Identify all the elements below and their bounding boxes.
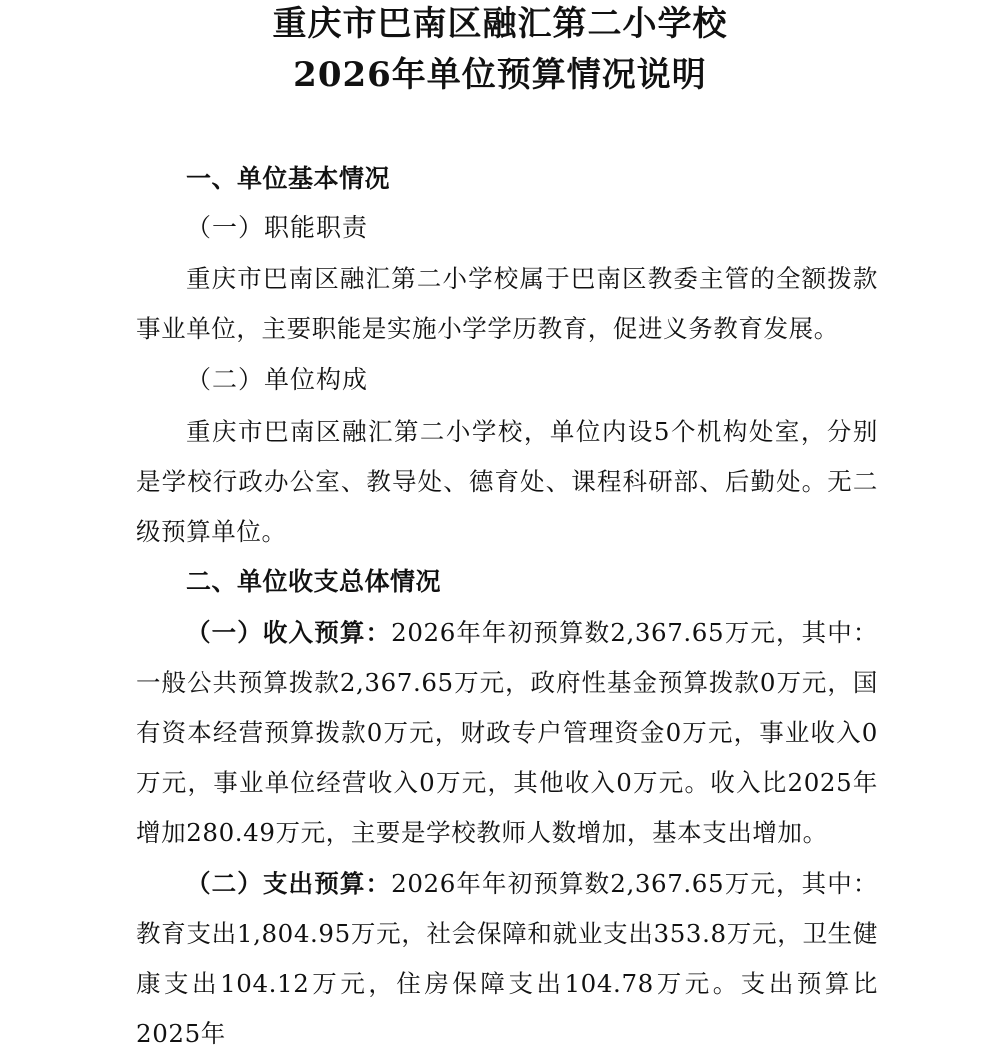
document-title-line2: 2026年单位预算情况说明 [293, 55, 707, 95]
document-title-line1: 重庆市巴南区融汇第二小学校 [272, 4, 728, 44]
expense-budget-lead: （二）支出预算： [186, 869, 392, 898]
paragraph-expense-budget [136, 859, 878, 1059]
paragraph-duties: 重庆市巴南区融汇第二小学校属于巴南区教委主管的全额拨款事业单位，主要职能是实施小学学历教育，促进义务教育发展。 [136, 264, 878, 343]
subheading-composition: （二）单位构成 [186, 365, 369, 394]
income-budget-lead: （一）收入预算： [186, 618, 392, 647]
income-budget-text: 2026年年初预算数2,367.65万元，其中：一般公共预算拨款2,367.65万元，政府性基金预算拨款0万元，国有资本经营预算拨款0万元，财政专户管理资金0万元，事业收入0万元，事业单位经营收入0万元，其他收入0万元。收入比2025年增加280.49万元，主要是学校教师人数增加，基本支出增加。 [136, 618, 878, 847]
paragraph-composition: 重庆市巴南区融汇第二小学校，单位内设5个机构处室，分别是学校行政办公室、教导处、德育处、课程科研部、后勤处。无二级预算单位。 [136, 417, 878, 546]
paragraph-income-budget [136, 608, 878, 858]
expense-budget-text: 2026年年初预算数2,367.65万元，其中：教育支出1,804.95万元，社会保障和就业支出353.8万元，卫生健康支出104.12万元，住房保障支出104.78万元。支出预算比2025年 [136, 869, 878, 1048]
subheading-duties: （一）职能职责 [186, 213, 369, 242]
section-heading-budget-overview: 二、单位收支总体情况 [186, 567, 442, 596]
section-heading-basic-info: 一、单位基本情况 [186, 164, 391, 193]
